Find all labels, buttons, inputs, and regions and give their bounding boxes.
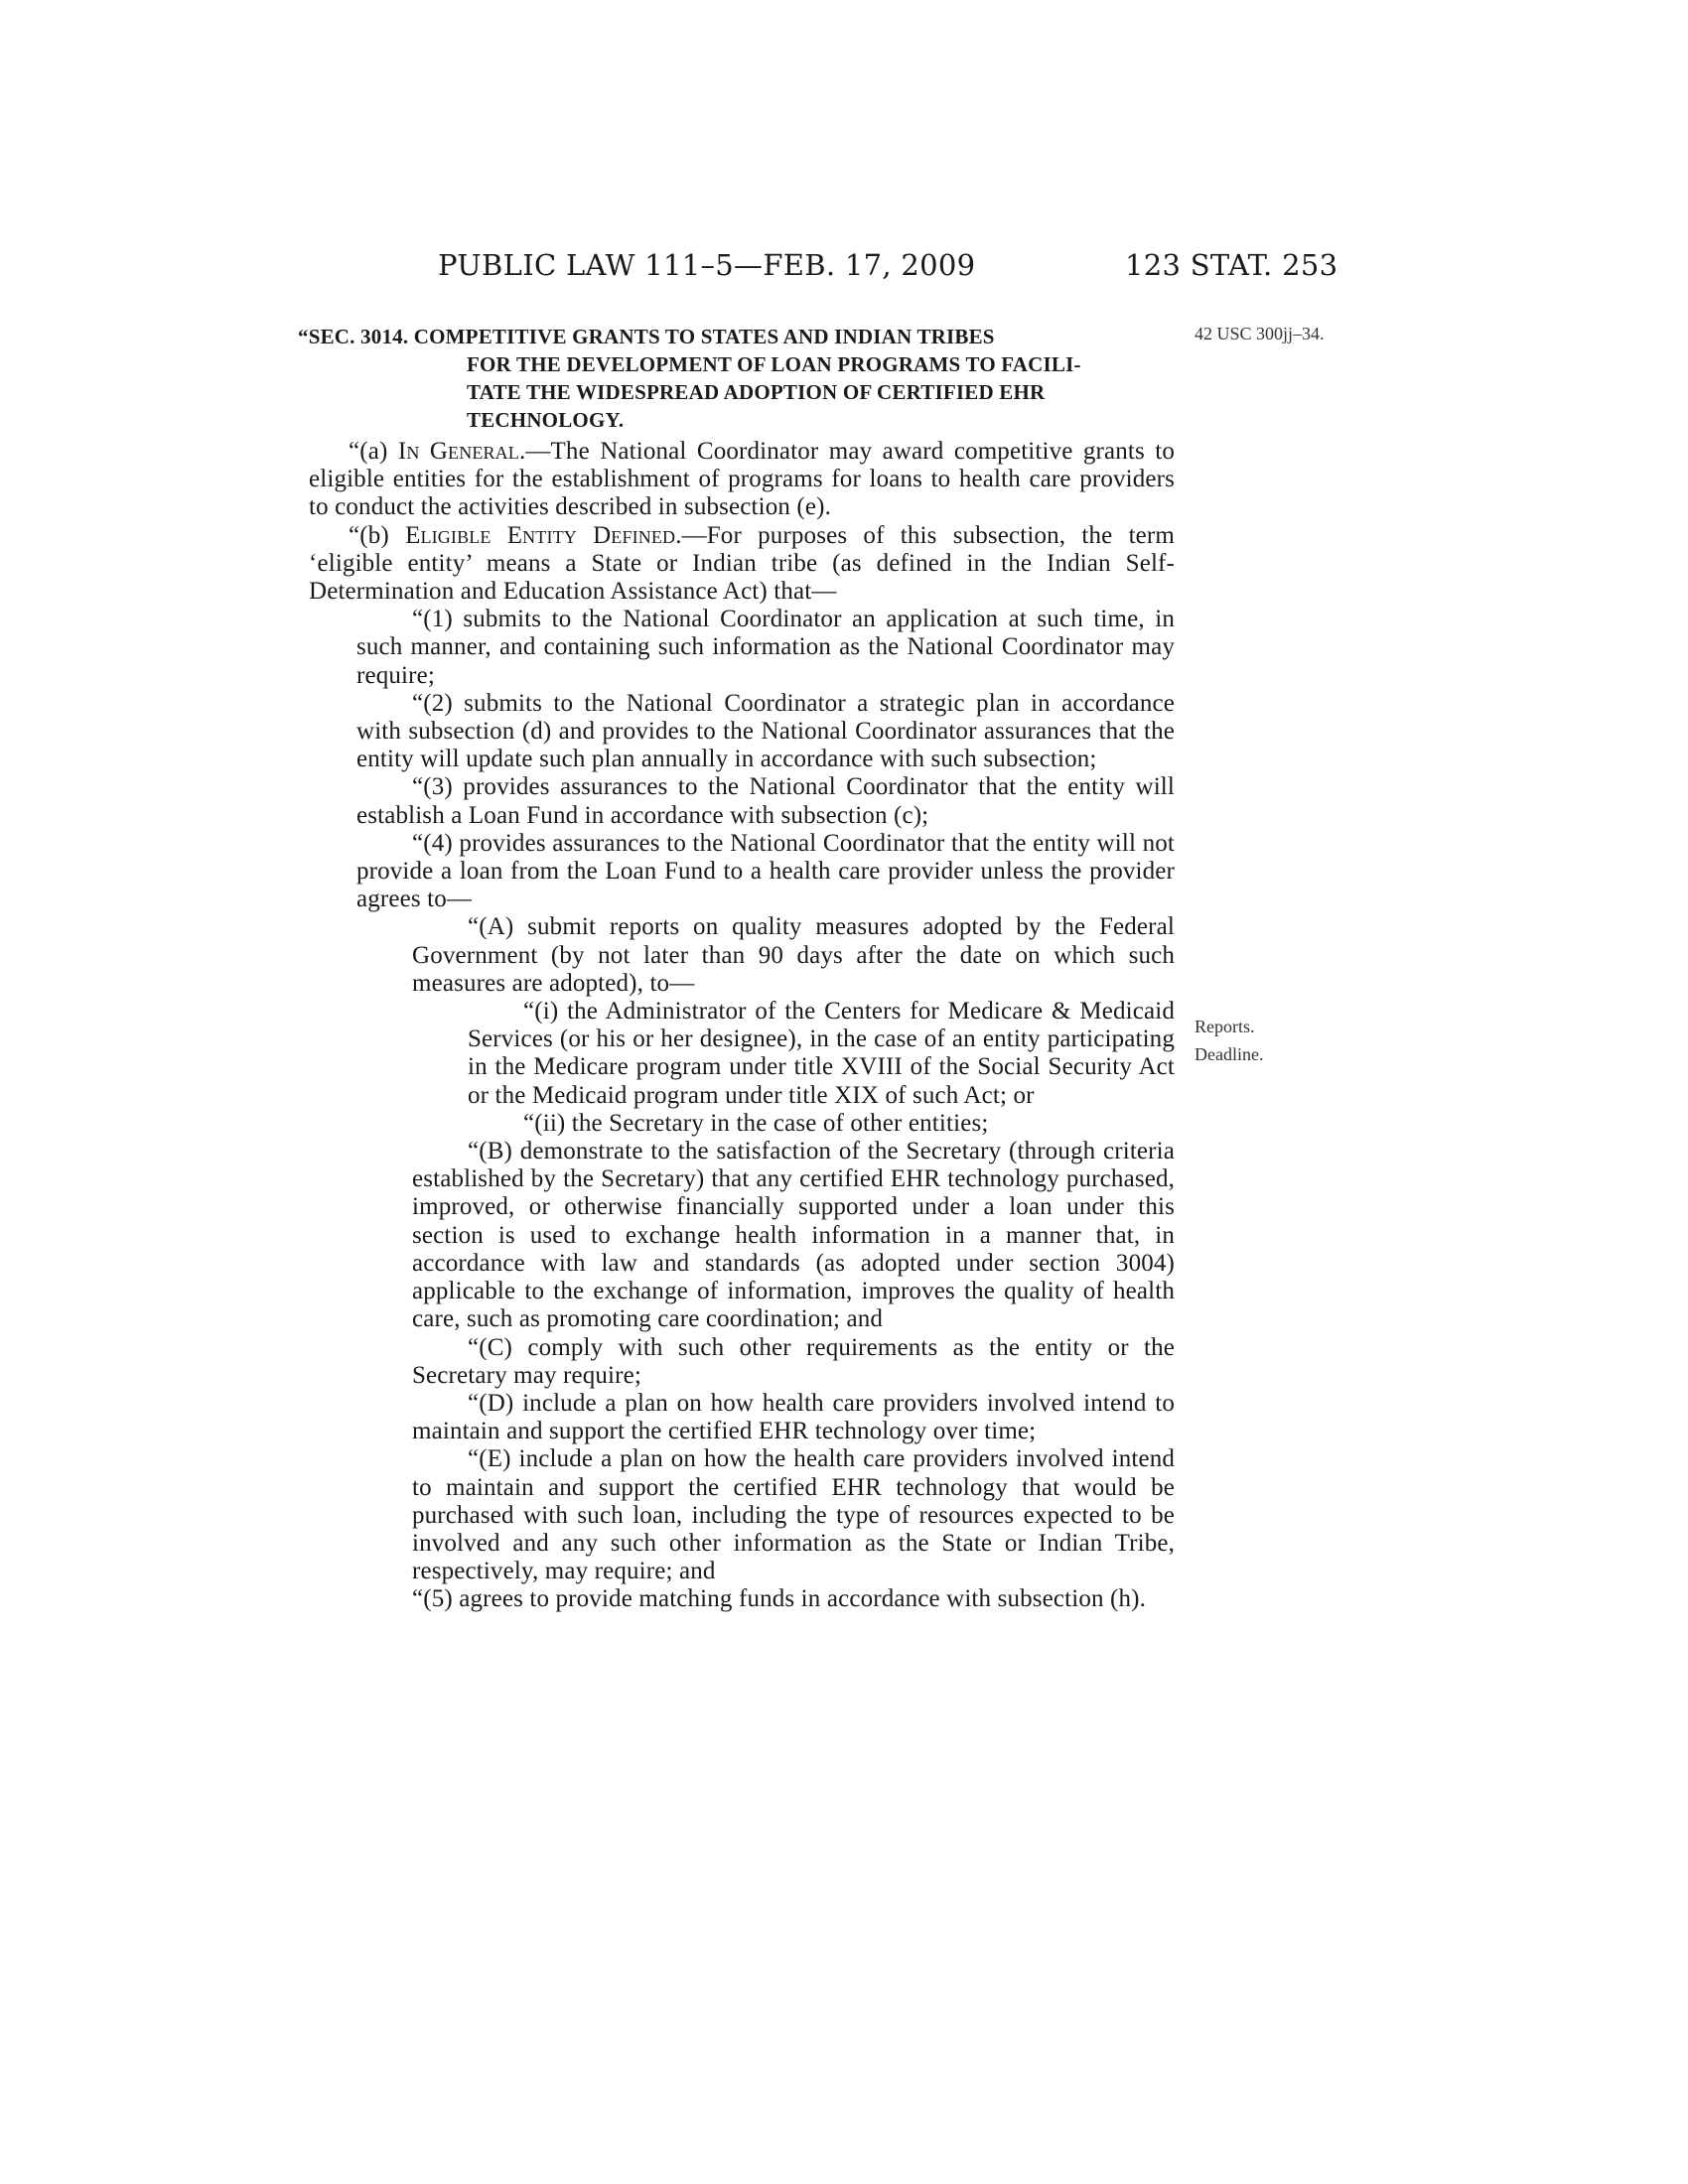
subsection-b-heading: Eligible Entity Defined. — [405, 521, 682, 549]
subparagraph-b4A: “(A) submit reports on quality measures adopted by the Federal Government (by not later than 90 days after the date on which such measures are adopted), to— — [412, 913, 1175, 997]
paragraph-b5: “(5) agrees to provide matching funds in accordance with subsection (h). — [412, 1585, 1147, 1613]
subsection-b-text: —For purposes of this subsection, the term ‘eligible entity’ means a State or Indian tribe (as defined in the Indian Self-Determination and Education Assistance Act) that— — [309, 521, 1175, 606]
clause-b4Ai: “(i) the Administrator of the Centers for Medicare & Medicaid Services (or his or her designee), in the case of an entity participating in the Medicare program under title XVIII of the Social Security Act or the Medicaid program under title XIX of such Act; or — [468, 998, 1175, 1109]
subparagraph-b4D: “(D) include a plan on how health care providers involved intend to maintain and support the certified EHR technology over time; — [412, 1389, 1175, 1445]
subsection-b-label: “(b) — [349, 521, 406, 549]
paragraph-b3: “(3) provides assurances to the National Coordinator that the entity will establish a Loan Fund in accordance with subsection (c); — [356, 773, 1175, 829]
section-title-line1: COMPETITIVE GRANTS TO STATES AND INDIAN TRIBES — [413, 325, 995, 348]
subparagraph-b4E: “(E) include a plan on how the health care providers involved intend to maintain and support the certified EHR technology that would be purchased with such loan, including the type of resources expected to be involved and any such other information as the State or Indian Tribe, respectively, may require; and — [412, 1445, 1175, 1585]
section-number: “SEC. 3014. — [298, 325, 409, 348]
subsection-a-heading: In General. — [397, 438, 526, 465]
running-header-title: PUBLIC LAW 111–5—FEB. 17, 2009 — [438, 248, 976, 282]
section-title-line3: TATE THE WIDESPREAD ADOPTION OF CERTIFIED EHR — [467, 380, 1046, 404]
subsection-a-text: —The National Coordinator may award competitive grants to eligible entities for the establishment of programs for loans to health care providers to conduct the activities described in subsection (e). — [309, 438, 1175, 521]
clause-b4Aii: “(ii) the Secretary in the case of other entities; — [523, 1109, 989, 1137]
section-heading — [298, 323, 1172, 434]
page-stat-number: 123 STAT. 253 — [1125, 248, 1338, 282]
paragraph-b1: “(1) submits to the National Coordinator an application at such time, in such manner, and containing such information as the National Coordinator may require; — [356, 606, 1175, 689]
section-title-line2: FOR THE DEVELOPMENT OF LOAN PROGRAMS TO FACILI- — [467, 352, 1081, 376]
subparagraph-b4C: “(C) comply with such other requirements as the entity or the Secretary may require; — [412, 1333, 1175, 1389]
paragraph-b2: “(2) submits to the National Coordinator a strategic plan in accordance with subsection (d) and provides to the National Coordinator assurances that the entity will update such plan annually in accordance with such subsection; — [356, 689, 1175, 773]
paragraph-b4: “(4) provides assurances to the National Coordinator that the entity will not provide a loan from the Loan Fund to a health care provider unless the provider agrees to— — [356, 829, 1175, 913]
subsection-a-label: “(a) — [349, 438, 398, 465]
usc-citation-note: 42 USC 300jj–34. — [1195, 324, 1325, 343]
section-heading-line1 — [298, 323, 1172, 350]
subparagraph-b4B: “(B) demonstrate to the satisfaction of the Secretary (through criteria established by the Secretary) that any certified EHR technology purchased, improved, or otherwise financially supported under a loan under this section is used to exchange health information in a manner that, in accordance with law and standards (as adopted under section 3004) applicable to the exchange of information, improves the quality of health care, such as promoting care coordination; and — [412, 1138, 1175, 1333]
subsection-b — [309, 522, 1175, 607]
margin-note-reports: Reports. — [1195, 1017, 1255, 1036]
statute-body — [309, 438, 1175, 1614]
subsection-a — [309, 438, 1175, 522]
section-title-line4: TECHNOLOGY. — [467, 408, 625, 432]
margin-note-deadline: Deadline. — [1195, 1044, 1264, 1064]
